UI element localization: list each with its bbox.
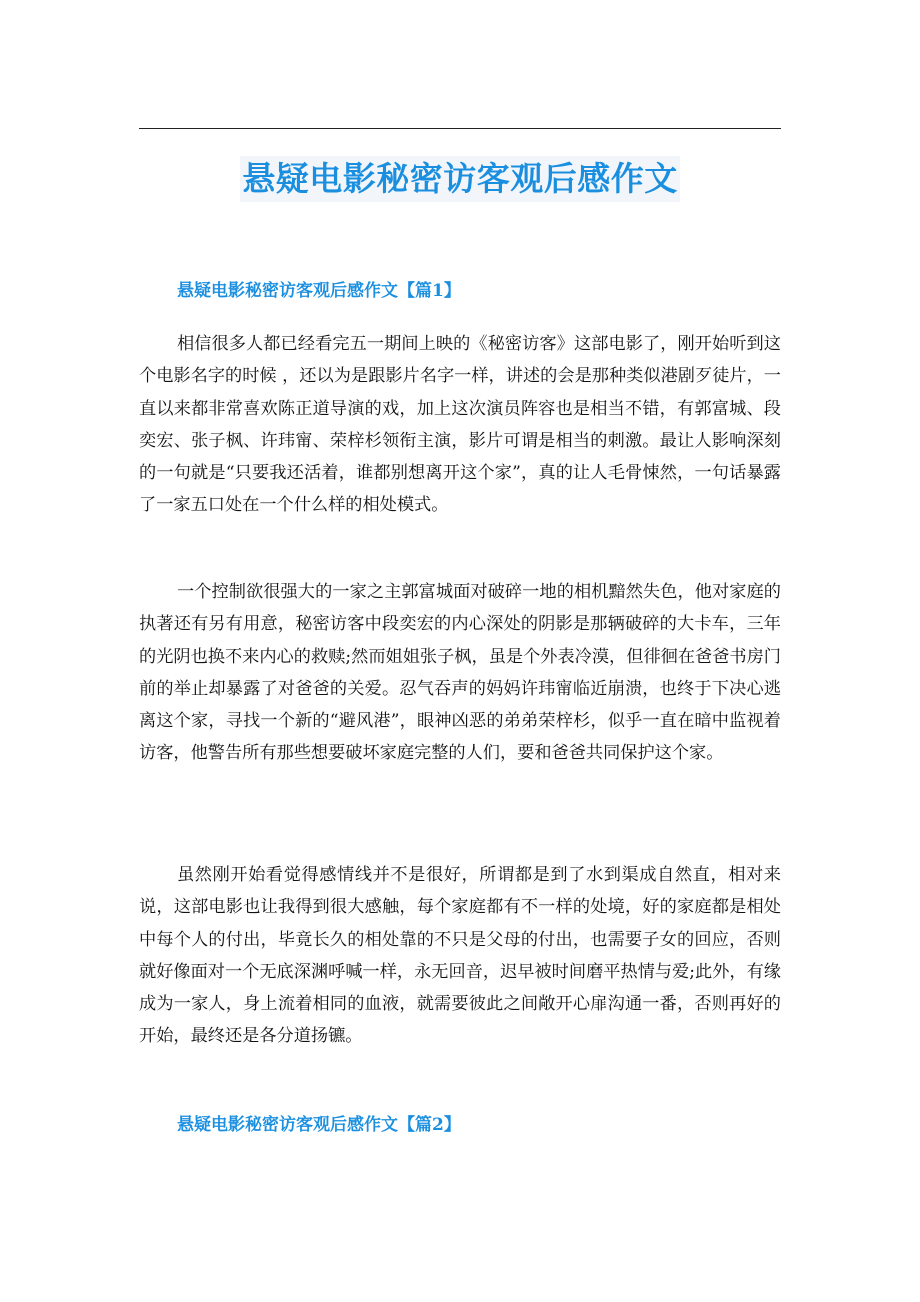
paragraph-3: 虽然刚开始看觉得感情线并不是很好，所谓都是到了水到渠成自然直，相对来说，这部电影也让我得到很大感触，每个家庭都有不一样的处境，好的家庭都是相处中每个人的付出，毕竟长久的相处靠的不只是父母的付出，也需要子女的回应，否则就好像面对一个无底深渊呼喊一样，永无回音，迟早被时间磨平热情与爱;此外，有缘成为一家人，身上流着相同的血液，就需要彼此之间敞开心扉沟通一番，否则再好的开始，最终还是各分道扬镳。 <box>139 865 781 1047</box>
paragraph-2: 一个控制欲很强大的一家之主郭富城面对破碎一地的相机黯然失色，他对家庭的执著还有另有用意，秘密访客中段奕宏的内心深处的阴影是那辆破碎的大卡车，三年的光阴也换不来内心的救赎;然而姐姐张子枫，虽是个外表冷漠，但徘徊在爸爸书房门前的举止却暴露了对爸爸的关爱。忍气吞声的妈妈许玮甯临近崩溃，也终于下决心逃离这个家，寻找一个新的“避风港”，眼神凶恶的弟弟荣梓杉，似乎一直在暗中监视着访客，他警告所有那些想要破坏家庭完整的人们，要和爸爸共同保护这个家。 <box>139 582 781 764</box>
title-container <box>139 156 781 202</box>
section-heading-1: 悬疑电影秘密访客观后感作文【篇1】 <box>177 281 461 301</box>
document-title: 悬疑电影秘密访客观后感作文 <box>240 156 680 202</box>
header-rule <box>139 128 781 129</box>
section-heading-2: 悬疑电影秘密访客观后感作文【篇2】 <box>177 1115 461 1135</box>
paragraph-1: 相信很多人都已经看完五一期间上映的《秘密访客》这部电影了，刚开始听到这个电影名字的时候 ，还以为是跟影片名字一样，讲述的会是那种类似港剧歹徒片，一直以来都非常喜欢陈正道导演的戏，加上这次演员阵容也是相当不错，有郭富城、段奕宏、张子枫、许玮甯、荣梓杉领衔主演，影片可谓是相当的刺激。最让人影响深刻的一句就是“只要我还活着，谁都别想离开这个家”，真的让人毛骨悚然，一句话暴露了一家五口处在一个什么样的相处模式。 <box>139 334 781 516</box>
